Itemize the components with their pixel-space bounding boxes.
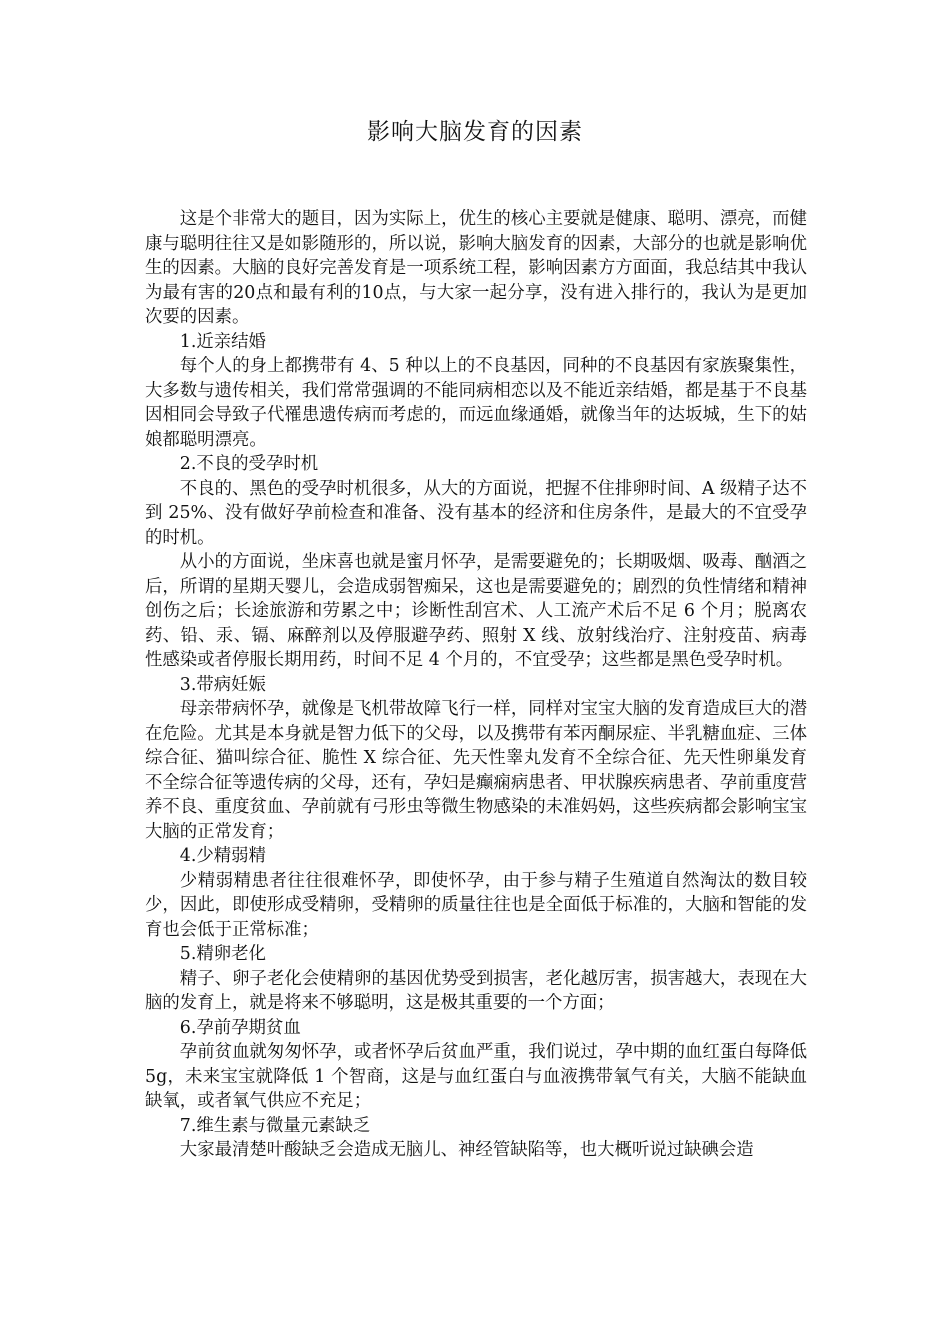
paragraph-intro: 这是个非常大的题目，因为实际上，优生的核心主要就是健康、聪明、漂亮，而健康与聪明往往又是如影随形的，所以说，影响大脑发育的因素，大部分的也就是影响优生的因素。大脑的良好完善发育是一项系统工程，影响因素方方面面，我总结其中我认为最有害的20点和最有利的10点，与大家一起分享，没有进入排行的，我认为是更加次要的因素。 — [145, 209, 807, 327]
section-heading-7: 7.维生素与微量元素缺乏 — [179, 1115, 371, 1136]
section-heading-4: 4.少精弱精 — [179, 846, 266, 866]
paragraph-5: 精子、卵子老化会使精卵的基因优势受到损害，老化越厉害，损害越大，表现在大脑的发育上，就是将来不够聪明，这是极其重要的一个方面； — [145, 968, 807, 1013]
paragraph-6: 孕前贫血就匆匆怀孕，或者怀孕后贫血严重，我们说过，孕中期的血红蛋白每降低 5g，未来宝宝就降低 1 个智商，这是与血红蛋白与血液携带氧气有关，大脑不能缺血缺氧，或者氧气供应不充足； — [145, 1042, 807, 1111]
paragraph-2a: 不良的、黑色的受孕时机很多，从大的方面说，把握不住排卵时间、A 级精子达不到 25%、没有做好孕前检查和准备、没有基本的经济和住房条件，是最大的不宜受孕的时机。 — [145, 478, 807, 548]
document-title: 影响大脑发育的因素 — [367, 119, 583, 145]
paragraph-1: 每个人的身上都携带有 4、5 种以上的不良基因，同种的不良基因有家族聚集性，大多数与遗传相关，我们常常强调的不能同病相恋以及不能近亲结婚，都是基于不良基因相同会导致子代罹患遗传病而考虑的，而远血缘通婚，就像当年的达坂城，生下的姑娘都聪明漂亮。 — [145, 356, 807, 450]
section-heading-1: 1.近亲结婚 — [179, 331, 266, 352]
paragraph-2b: 从小的方面说，坐床喜也就是蜜月怀孕，是需要避免的；长期吸烟、吸毒、酗酒之后，所谓的星期天婴儿，会造成弱智痴呆，这也是需要避免的；剧烈的负性情绪和精神创伤之后；长途旅游和劳累之中；诊断性刮宫术、人工流产术后不足 6 个月；脱离农药、铅、汞、镉、麻醉剂以及停服避孕药、照射 X 线、放射线治疗、注射疫苗、病毒性感染或者停服长期用药，时间不足 4 个月的，不宜受孕；这些都是黑色受孕时机。 — [145, 552, 807, 670]
paragraph-7: 大家最清楚叶酸缺乏会造成无脑儿、神经管缺陷等，也大概听说过缺碘会造 — [179, 1140, 754, 1160]
document-body — [145, 207, 807, 1163]
section-heading-2: 2.不良的受孕时机 — [179, 454, 319, 474]
paragraph-3: 母亲带病怀孕，就像是飞机带故障飞行一样，同样对宝宝大脑的发育造成巨大的潜在危险。尤其是本身就是智力低下的父母，以及携带有苯丙酮尿症、半乳糖血症、三体综合征、猫叫综合征、脆性 X 综合征、先天性睾丸发育不全综合征、先天性卵巢发育不全综合征等遗传病的父母，还有，孕妇是癫痫病患者、甲状腺疾病患者、孕前重度营养不良、重度贫血、孕前就有弓形虫等微生物感染的未准妈妈，这些疾病都会影响宝宝大脑的正常发育； — [145, 699, 807, 842]
section-heading-5: 5.精卵老化 — [179, 944, 266, 964]
section-heading-6: 6.孕前孕期贫血 — [179, 1017, 301, 1038]
section-heading-3: 3.带病妊娠 — [179, 674, 266, 695]
paragraph-4: 少精弱精患者往往很难怀孕，即使怀孕，由于参与精子生殖道自然淘汰的数目较少，因此，即使形成受精卵，受精卵的质量往往也是全面低于标准的，大脑和智能的发育也会低于正常标准； — [145, 870, 807, 940]
